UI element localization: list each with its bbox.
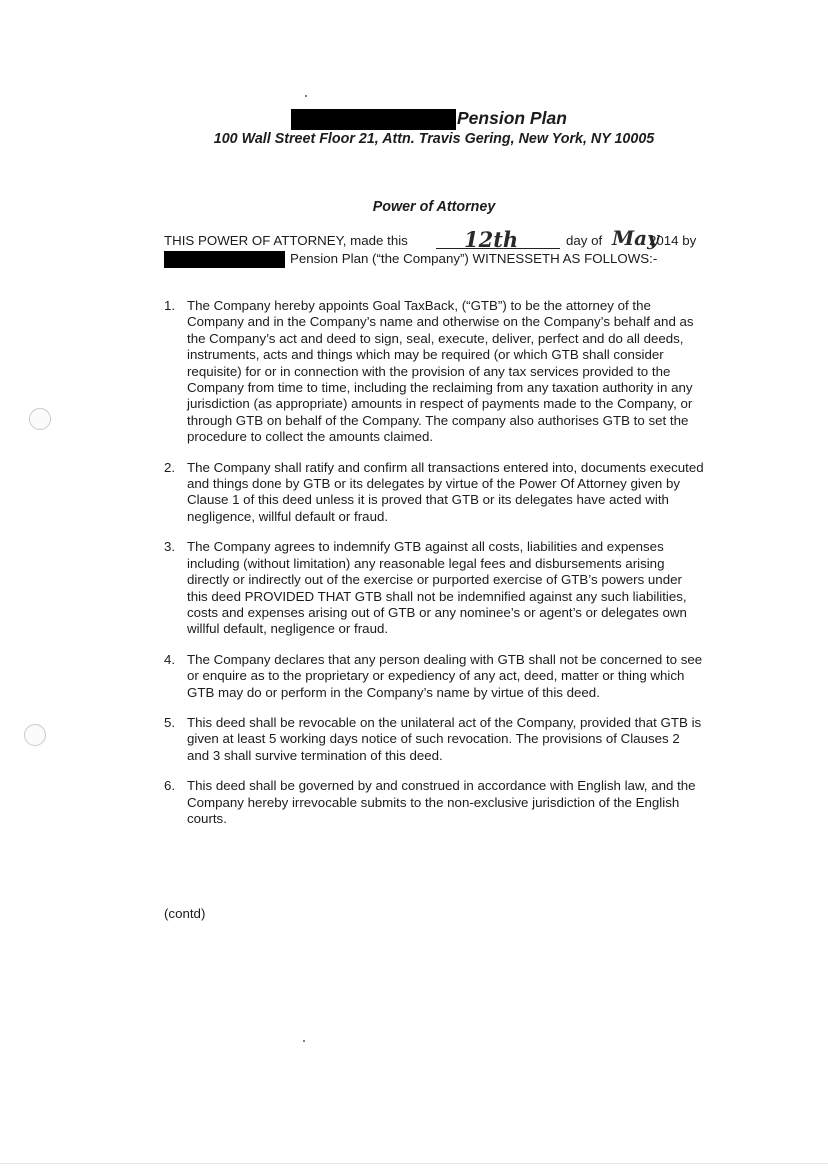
clause-text: The Company shall ratify and confirm all transactions entered into, documents executed and things done by GTB or its delegates by virtue of the Power Of Attorney given by Clause 1 of this deed unless it is proved that GTB or its delegates have acted with negligence, willful default or fraud. bbox=[187, 459, 704, 524]
punch-hole-bottom bbox=[24, 724, 46, 746]
handwritten-day: 12th bbox=[464, 227, 519, 252]
handwritten-month: May bbox=[612, 226, 659, 250]
clause-text: The Company agrees to indemnify GTB against all costs, liabilities and expenses including (without limitation) any reasonable legal fees and disbursements arising directly or indirectly out of the exercise or purported exercise of GTB’s powers under this deed PROVIDED THAT GTB shall not be indemnified against any such liabilities, costs and expenses arising out of GTB or any nominee’s or agent’s or delegates own willful default, negligence or fraud. bbox=[187, 539, 687, 637]
clause-number: 4. bbox=[164, 651, 176, 667]
clause-text: The Company hereby appoints Goal TaxBack, (“GTB”) to be the attorney of the Company and in the Company’s name and otherwise on the Company’s behalf and as the Company’s act and deed to sign, seal, execute, deliver, perfect and do all deeds, instruments, acts and things which may be required (or which GTB shall consider requisite) for or in connection with the provision of any tax services provided to the Company from time to time, including the reclaiming from any taxation authority in any jurisdiction (as appropriate) amounts in respect of payments made to the Company, or through GTB on behalf of the Company. The company also authorises GTB to set the procedure to collect the amounts claimed. bbox=[187, 298, 694, 445]
clause-text: The Company declares that any person dealing with GTB shall not be concerned to see or enquire as to the proprietary or expediency of any act, deed, matter or thing which GTB may do or perform in the Company’s name by virtue of this deed. bbox=[187, 651, 703, 700]
clause-number: 5. bbox=[164, 714, 176, 730]
clause-list bbox=[164, 298, 704, 841]
clause-number: 6. bbox=[164, 778, 176, 794]
intro-line-1 bbox=[164, 226, 704, 253]
intro-text-day-of: day of bbox=[566, 233, 603, 248]
page-edge-line bbox=[0, 1163, 828, 1164]
clause-number: 3. bbox=[164, 539, 176, 555]
intro-text-start: THIS POWER OF ATTORNEY, made this bbox=[164, 233, 408, 248]
redacted-company-name-2 bbox=[164, 251, 285, 268]
clause-item bbox=[164, 778, 704, 827]
scan-speck bbox=[303, 1040, 305, 1042]
clause-item bbox=[164, 652, 704, 701]
plan-name: Pension Plan bbox=[457, 108, 567, 128]
punch-hole-top bbox=[29, 408, 51, 430]
scan-speck bbox=[305, 95, 307, 97]
intro-text-year: 2014 by bbox=[649, 233, 697, 248]
clause-number: 1. bbox=[164, 298, 176, 313]
clause-text: This deed shall be revocable on the unilateral act of the Company, provided that GTB is given at least 5 working days notice of such revocation. The provisions of Clauses 2 and 3 shall survive termination of this deed. bbox=[187, 714, 702, 763]
clause-item bbox=[164, 715, 704, 764]
clause-number: 2. bbox=[164, 459, 176, 475]
clause-item bbox=[164, 539, 704, 637]
clause-text: This deed shall be governed by and construed in accordance with English law, and the Company hereby irrevocable submits to the non-exclusive jurisdiction of the English courts. bbox=[187, 778, 696, 826]
clause-item bbox=[164, 460, 704, 526]
intro-line-2: Pension Plan (“the Company”) WITNESSETH AS FOLLOWS:- bbox=[290, 251, 658, 266]
page-title: Power of Attorney bbox=[372, 199, 496, 215]
clause-item bbox=[164, 298, 704, 446]
continued-note: (contd) bbox=[164, 906, 206, 921]
redacted-company-name bbox=[291, 109, 456, 130]
company-address: 100 Wall Street Floor 21, Attn. Travis Gering, New York, NY 10005 bbox=[213, 131, 655, 147]
